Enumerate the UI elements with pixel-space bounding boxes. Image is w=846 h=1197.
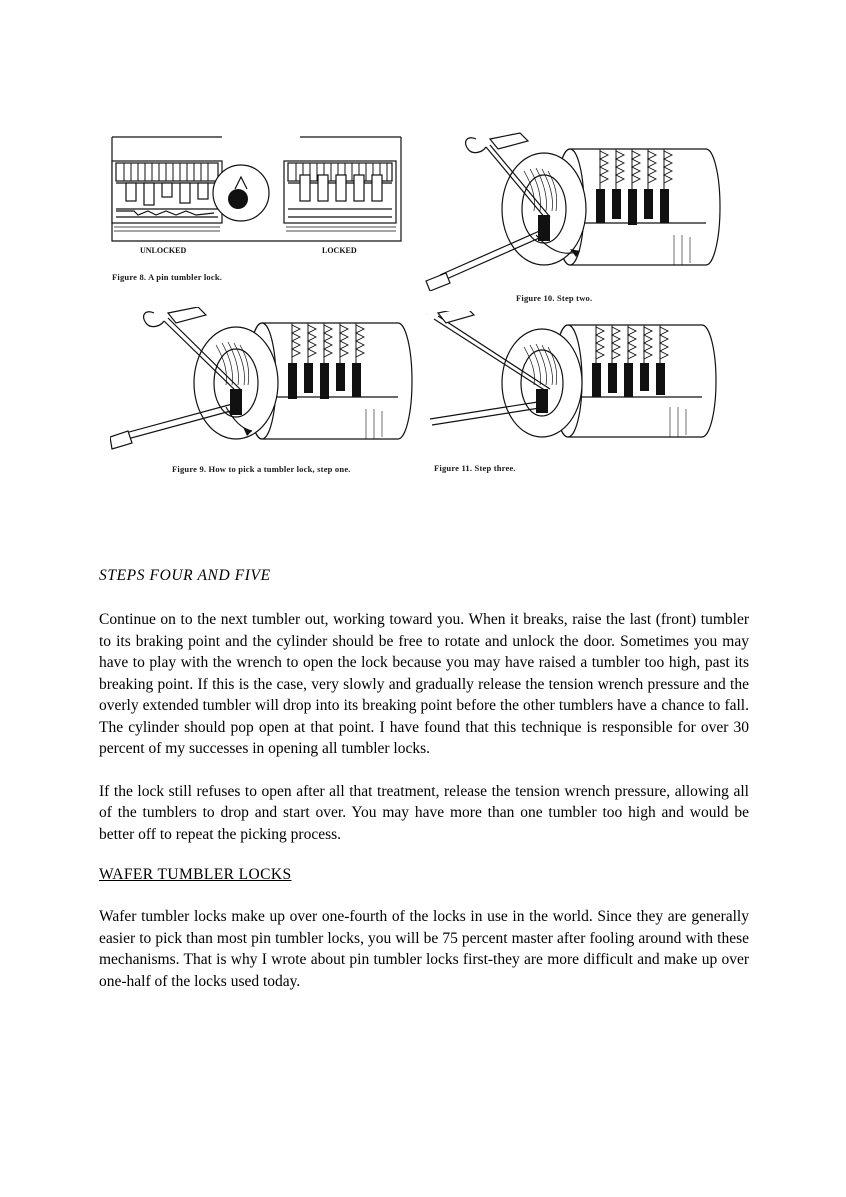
paragraph-1: Continue on to the next tumbler out, working toward you. When it breaks, raise the last (front) tumbler to its braking point and the cylinder should be free to rotate and unlock the door. Sometimes you may have to play with the wrench to open the lock because you may have raised a tumbler too high, past its breaking point. If this is the case, very slowly and gradually release the tension wrench pressure and the overly extended tumbler will drop into its breaking point before the other tumblers have a chance to fall. The cylinder should pop open at that point. I have found that this technique is responsible for over 30 percent of my successes in opening all tumbler locks. xyxy=(99,611,749,757)
figure-10 xyxy=(424,131,754,303)
figure-10-caption: Figure 10. Step two. xyxy=(516,293,593,303)
figure-8 xyxy=(104,131,409,282)
figure-9-illustration xyxy=(110,307,440,462)
figure-9 xyxy=(110,307,440,474)
figure-11-caption: Figure 11. Step three. xyxy=(434,463,516,473)
figure-9-caption: Figure 9. How to pick a tumbler lock, step one. xyxy=(172,464,351,474)
document-text xyxy=(99,567,749,1013)
figure-11-illustration xyxy=(426,311,746,461)
figure-group xyxy=(104,131,764,491)
paragraph-3: Wafer tumbler locks make up over one-fourth of the locks in use in the world. Since they are generally easier to pick than most pin tumbler locks, you will be 75 percent master after fooling around with these mechanisms. That is why I wrote about pin tumbler locks first-they are more difficult and make up over one-half of the locks used today. xyxy=(99,908,749,990)
heading-steps-four-and-five: STEPS FOUR AND FIVE xyxy=(99,567,271,584)
figure-10-illustration xyxy=(424,131,754,291)
figure-8-label-locked: LOCKED xyxy=(322,246,357,255)
figure-8-label-unlocked: UNLOCKED xyxy=(140,246,187,255)
figure-8-illustration xyxy=(104,131,409,266)
heading-wafer-tumbler-locks: WAFER TUMBLER LOCKS xyxy=(99,866,292,883)
figure-11 xyxy=(426,311,746,473)
figure-8-caption: Figure 8. A pin tumbler lock. xyxy=(112,272,223,282)
paragraph-2: If the lock still refuses to open after all that treatment, release the tension wrench pressure, allowing all of the tumblers to drop and start over. You may have more than one tumbler too high and would be better off to repeat the picking process. xyxy=(99,782,749,843)
